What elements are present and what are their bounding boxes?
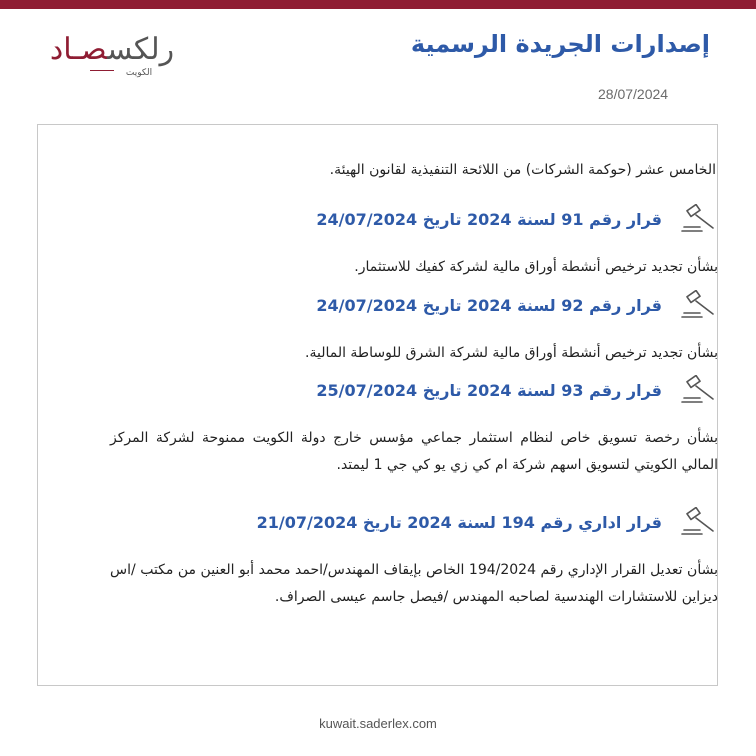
top-accent-bar xyxy=(0,0,756,9)
logo-country: الكويت xyxy=(125,68,153,78)
decision-item xyxy=(110,507,718,605)
decision-title[interactable]: قرار اداري رقم 194 لسنة 2024 تاريخ 21/07/2024 xyxy=(256,513,662,532)
gavel-icon xyxy=(680,290,718,320)
logo-underline xyxy=(90,70,114,71)
decision-title[interactable]: قرار رقم 93 لسنة 2024 تاريخ 25/07/2024 xyxy=(316,381,662,400)
intro-text: الخامس عشر (حوكمة الشركات) من اللائحة التنفيذية لقانون الهيئة. xyxy=(329,162,716,178)
decision-item xyxy=(258,290,718,361)
gavel-icon xyxy=(680,204,718,234)
logo-wordmark-red: صـاد xyxy=(49,32,108,67)
logo-wordmark xyxy=(34,30,190,70)
decision-summary: بشأن تجديد ترخيص أنشطة أوراق مالية لشركة كفيك للاستثمار. xyxy=(354,259,718,275)
gavel-icon xyxy=(680,507,718,537)
gavel-icon xyxy=(680,375,718,405)
decision-summary: بشأن رخصة تسويق خاص لنظام استثمار جماعي مؤسس خارج دولة الكويت ممنوحة لشركة المركز المالي الكويتي لتسويق اسهم شركة ام كي زي يو كي جي 1 ليمتد. xyxy=(110,430,718,473)
saderlex-logo[interactable] xyxy=(34,30,190,86)
footer-website[interactable]: kuwait.saderlex.com xyxy=(319,716,437,731)
decision-header xyxy=(258,507,718,539)
publication-date: 28/07/2024 xyxy=(598,86,669,102)
decision-header xyxy=(258,375,718,407)
decision-header xyxy=(258,290,718,322)
decision-summary: بشأن تعديل القرار الإداري رقم 194/2024 الخاص بإيقاف المهندس/احمد محمد أبو العنين من مكتب /اس ديزاين للاستشارات الهندسية لصاحبه المهندس /فيصل جاسم عيسى الصراف. xyxy=(110,562,718,605)
page-title: إصدارات الجريدة الرسمية xyxy=(410,30,710,58)
logo-wordmark-grey: رلكس xyxy=(107,32,175,67)
decision-item xyxy=(110,375,718,473)
decision-title[interactable]: قرار رقم 92 لسنة 2024 تاريخ 24/07/2024 xyxy=(316,296,662,315)
decision-header xyxy=(258,204,718,236)
decision-summary: بشأن تجديد ترخيص أنشطة أوراق مالية لشركة الشرق للوساطة المالية. xyxy=(305,345,718,361)
decision-item xyxy=(258,204,718,275)
decision-title[interactable]: قرار رقم 91 لسنة 2024 تاريخ 24/07/2024 xyxy=(316,210,662,229)
